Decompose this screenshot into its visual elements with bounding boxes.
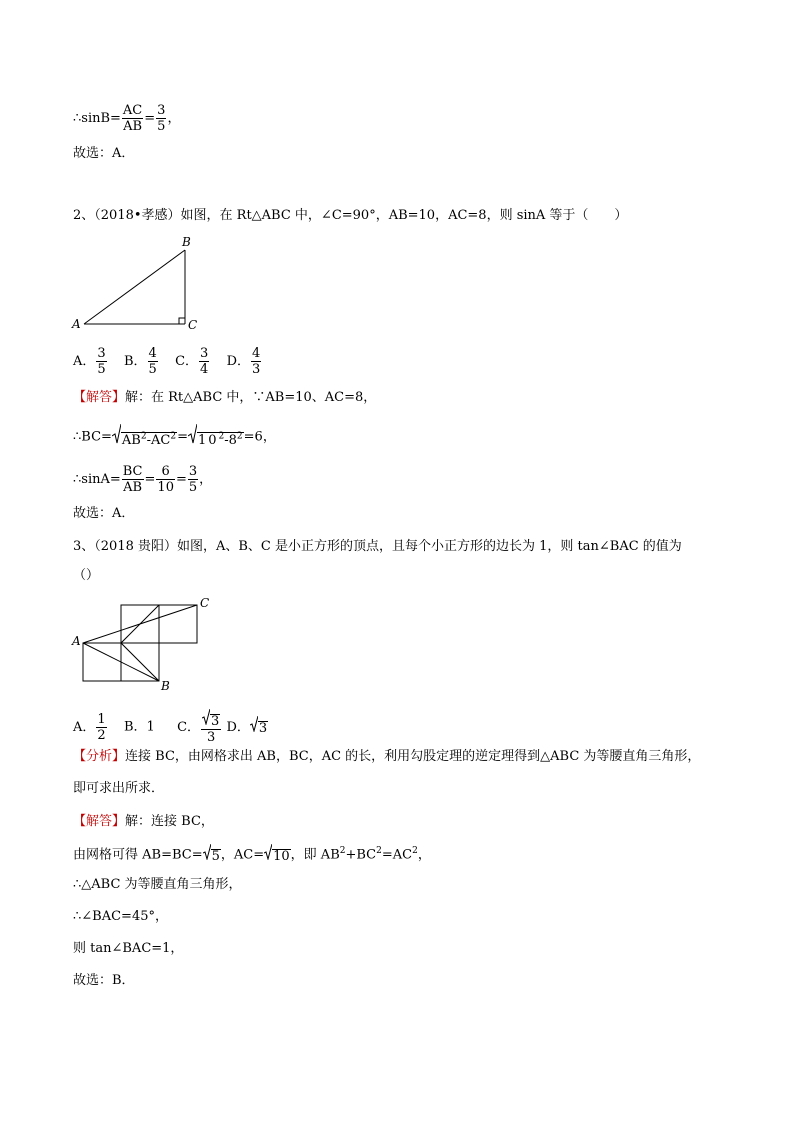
q2-options — [73, 346, 262, 377]
exponent: 2 — [236, 431, 243, 442]
q3-analysis-line1 — [73, 748, 700, 766]
grid-diagonal-2 — [121, 643, 159, 681]
fraction-denominator: 5 — [148, 362, 157, 377]
right-angle-mark — [179, 318, 185, 324]
sinB-prefix: ∴sinB= — [73, 111, 121, 126]
fraction-3-5 — [188, 464, 198, 495]
option-letter: A． — [73, 354, 96, 369]
grid-diagonal-1 — [121, 605, 159, 643]
radicand: 3 — [258, 721, 268, 736]
answer-line-q1: 故选：A． — [73, 146, 135, 161]
grid-text: =AC — [381, 847, 413, 863]
comma: ， — [199, 472, 213, 487]
analysis-tag: 【分析】 — [73, 749, 126, 764]
fraction-denominator: AB — [123, 480, 143, 495]
radical-icon — [203, 844, 211, 866]
option-letter: D． — [226, 719, 250, 735]
term: AB — [121, 433, 141, 448]
term: -AC — [146, 433, 171, 448]
radical-icon — [188, 424, 197, 450]
radicand — [197, 432, 244, 449]
option-letter: A． — [73, 719, 96, 735]
vertex-label-b: B — [161, 679, 170, 693]
radicand — [121, 432, 177, 449]
grid-text: ，即 AB — [290, 847, 340, 863]
bc-prefix: ∴BC= — [73, 429, 112, 445]
exponent: 2 — [376, 846, 382, 857]
fraction-numerator: 3 — [157, 103, 166, 118]
exponent: 2 — [170, 431, 177, 442]
option-letter: D． — [226, 354, 251, 369]
fraction-numerator: 3 — [200, 346, 209, 361]
radical-10 — [264, 844, 291, 866]
fraction-denominator: 4 — [200, 362, 209, 377]
grid-text: +BC — [345, 847, 377, 863]
q3-options — [73, 709, 268, 745]
q3-analysis-line2: 即可求出所求． — [73, 781, 165, 796]
fraction-denominator: 3 — [252, 362, 261, 377]
q3-option-c[interactable] — [177, 714, 222, 745]
radicand: 3 — [211, 714, 220, 729]
q2-option-d[interactable] — [226, 346, 263, 377]
fraction-3-5 — [156, 103, 166, 134]
fraction-denominator: 10 — [157, 480, 174, 495]
q3-angle-line: ∴∠BAC=45°， — [73, 909, 168, 924]
comma: ， — [167, 111, 181, 126]
solution-tag: 【解答】 — [73, 390, 126, 405]
q2-bc-formula — [73, 424, 276, 450]
exponent: 2 — [218, 431, 225, 442]
q3-stem-line2: （） — [73, 568, 100, 583]
fraction-numerator: 1 — [97, 711, 106, 727]
fraction-numerator: BC — [122, 464, 143, 479]
fraction-numerator: 4 — [252, 346, 261, 361]
q2-option-a[interactable] — [73, 346, 108, 377]
radical-ab-ac — [112, 424, 177, 450]
fraction-numerator: 3 — [188, 464, 198, 479]
fraction-numerator: 6 — [156, 464, 175, 480]
vertex-label-c: C — [200, 596, 210, 610]
option-fraction — [201, 709, 221, 745]
side-ab — [84, 250, 185, 324]
option-letter: C． — [175, 354, 199, 369]
radical-10-8 — [188, 424, 244, 450]
vertex-label-a: A — [72, 317, 81, 331]
fraction-bc-ab — [122, 464, 144, 495]
option-letter: B． — [123, 354, 147, 369]
equals: = — [144, 111, 156, 126]
option-fraction — [96, 712, 106, 743]
radical-5 — [203, 844, 221, 866]
q2-option-b[interactable] — [123, 346, 159, 377]
equals: = — [175, 472, 187, 487]
q3-grid-lengths — [73, 844, 431, 866]
vertex-label-a: A — [72, 634, 81, 648]
q3-option-b[interactable]: B．1 — [123, 719, 155, 735]
solution-tag: 【解答】 — [73, 814, 126, 829]
option-fraction — [148, 346, 158, 377]
vertex-label-b: B — [182, 235, 191, 249]
radical-icon — [264, 844, 272, 866]
q2-solution-line1 — [73, 389, 376, 407]
fraction-ac-ab — [122, 103, 143, 134]
sinA-prefix: ∴sinA= — [73, 472, 121, 487]
radical-3 — [250, 716, 268, 738]
solution-text: 解：在 Rt△ABC 中，∵AB=10、AC=8， — [125, 390, 377, 405]
answer-line-q2: 故选：A． — [73, 506, 135, 521]
option-letter: C． — [177, 719, 201, 735]
grid-text: ， — [417, 847, 431, 863]
q3-isosceles-line: ∴△ABC 为等腰直角三角形， — [73, 877, 242, 892]
fraction-denominator: 5 — [157, 119, 166, 134]
q2-option-c[interactable] — [175, 346, 210, 377]
fraction-numerator — [201, 709, 221, 730]
q3-stem-line1: 3、（2018 贵阳）如图，A、B、C 是小正方形的顶点，且每个小正方形的边长为 1，则 tan∠BAC 的值为 — [73, 539, 682, 554]
q3-grid-figure — [68, 594, 218, 694]
bc-result: =6， — [243, 429, 276, 445]
exponent: 2 — [140, 431, 147, 442]
analysis-text: 连接 BC，由网格求出 AB，BC，AC 的长，利用勾股定理的逆定理得到△ABC 为等腰直角三角形， — [125, 749, 701, 764]
fraction-6-10 — [156, 464, 175, 495]
radical-icon — [250, 716, 258, 738]
q3-solution-line1 — [73, 813, 214, 831]
q2-triangle-figure — [68, 232, 208, 334]
equals: = — [177, 429, 188, 445]
q2-stem: 2、（2018•孝感）如图，在 Rt△ABC 中，∠C=90°，AB=10，AC=8，则 sinA 等于（ ） — [73, 208, 628, 223]
fraction-numerator: 4 — [148, 346, 157, 361]
radical-icon — [202, 709, 210, 729]
answer-line-q3: 故选：B． — [73, 973, 135, 988]
fraction-numerator: 3 — [97, 346, 106, 361]
option-fraction — [251, 346, 261, 377]
fraction-denominator: 5 — [97, 362, 106, 377]
radical-icon — [112, 424, 121, 450]
q3-tan-line: 则 tan∠BAC=1， — [73, 941, 184, 956]
fraction-denominator: 2 — [97, 727, 106, 743]
equals: = — [144, 472, 156, 487]
sinB-formula — [73, 103, 180, 134]
solution-text: 解：连接 BC， — [125, 814, 214, 829]
option-fraction — [199, 346, 209, 377]
grid-mid: ，AC= — [220, 847, 265, 863]
grid-squares — [83, 605, 197, 681]
exponent: 2 — [339, 846, 346, 857]
fraction-denominator: 5 — [188, 480, 198, 495]
term: 10 — [197, 433, 219, 448]
vertex-label-c: C — [188, 318, 198, 332]
fraction-denominator: 3 — [207, 730, 216, 745]
radicand: 5 — [211, 849, 220, 864]
exponent: 2 — [412, 846, 418, 857]
grid-prefix: 由网格可得 AB=BC= — [73, 847, 203, 863]
fraction-numerator: AC — [122, 103, 143, 118]
q3-option-d[interactable] — [226, 720, 268, 735]
fraction-denominator: AB — [123, 119, 143, 134]
q2-sinA-formula — [73, 464, 212, 495]
term: -8 — [224, 433, 237, 448]
q3-option-a[interactable] — [73, 711, 108, 743]
radical-3 — [202, 709, 220, 729]
radicand: 10 — [273, 849, 290, 864]
option-fraction — [96, 346, 106, 377]
